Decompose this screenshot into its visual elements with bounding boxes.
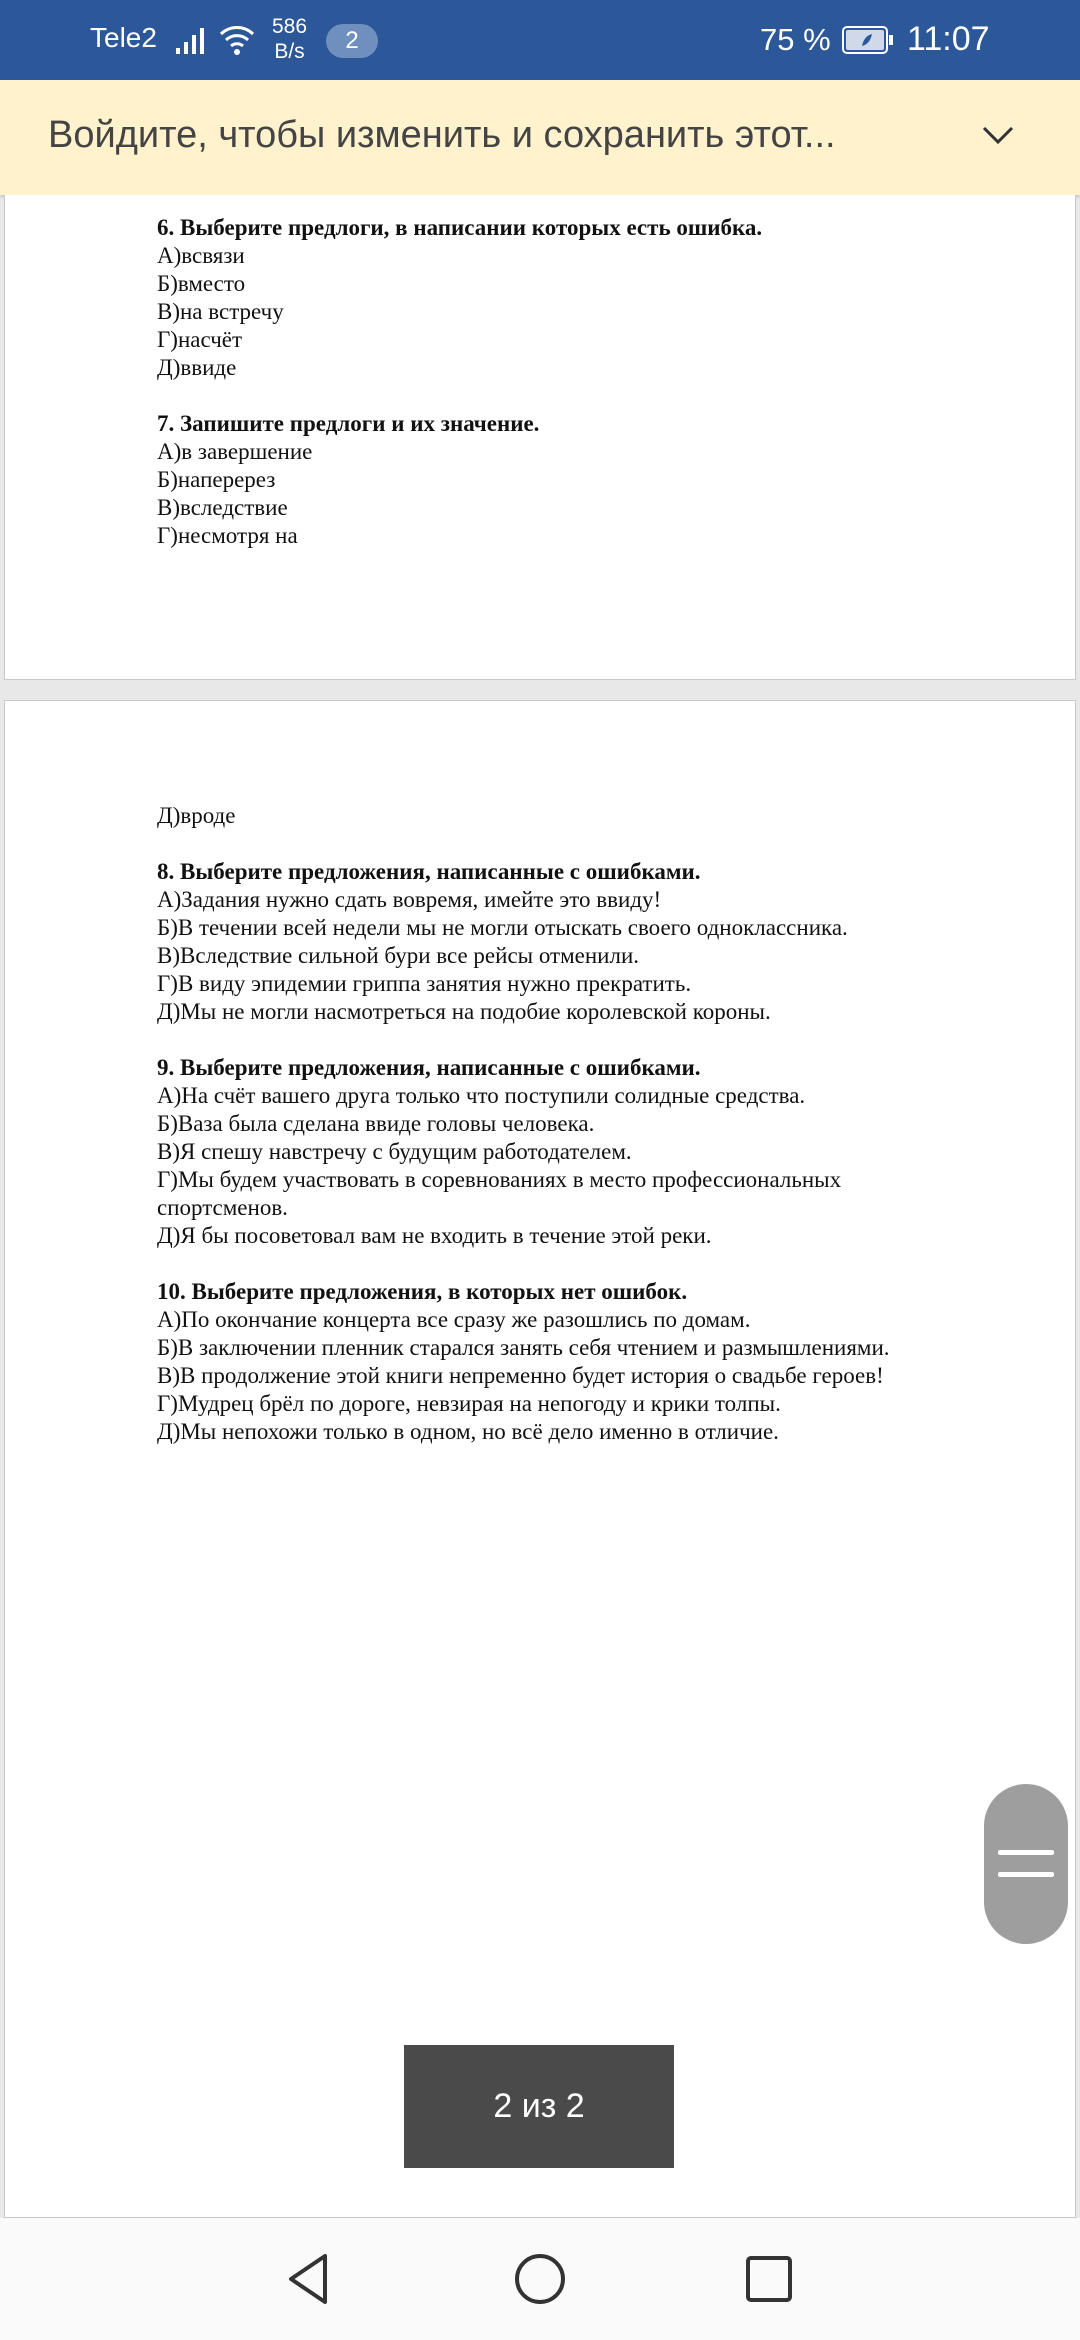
question-heading: 9. Выберите предложения, написанные с ошибками. [157,1055,701,1080]
scroll-handle[interactable] [984,1784,1068,1944]
answer-option: Д)ввиде [157,355,237,380]
grip-line [998,1850,1054,1855]
sign-in-banner[interactable] [0,80,1080,195]
answer-option: А)всвязи [157,243,245,268]
answer-option: В)на встречу [157,299,284,324]
answer-option: Б)вместо [157,271,246,296]
chevron-down-icon[interactable] [980,120,1016,150]
answer-option: Б)В течении всей недели мы не могли отыскать своего одноклассника. [157,915,848,940]
answer-option: Б)В заключении пленник старался занять себя чтением и размышлениями. [157,1335,890,1360]
question-heading: 7. Запишите предлоги и их значение. [157,411,540,436]
speed-value: 586 [272,15,308,38]
answer-option: В)вследствие [157,495,288,520]
answer-option: Г)Мы будем участвовать в соревнованиях в место профессиональных [157,1167,842,1192]
answer-option: А)По окончание концерта все сразу же разошлись по домам. [157,1307,751,1332]
answer-option: В)Я спешу навстречу с будущим работодателем. [157,1139,632,1164]
signal-icon [176,26,210,54]
answer-option: А)Задания нужно сдать вовремя, имейте это ввиду! [157,887,662,912]
clock: 11:07 [907,20,990,58]
answer-option: Г)Мудрец брёл по дороге, невзирая на непогоду и крики толпы. [157,1391,781,1416]
answer-option: Д)Я бы посоветовал вам не входить в течение этой реки. [157,1223,712,1248]
speed-unit: B/s [274,40,305,63]
answer-option: Г)В виду эпидемии гриппа занятия нужно прекратить. [157,971,692,996]
answer-option: А)На счёт вашего друга только что поступили солидные средства. [157,1083,806,1108]
answer-option: Б)Ваза была сделана ввиде головы человека. [157,1111,595,1136]
battery-percent: 75 % [760,22,831,57]
page-2-text [157,802,890,1446]
battery-icon [842,26,894,54]
answer-option: Д)вроде [157,803,236,828]
answer-option: Г)несмотря на [157,523,298,548]
page-1-text [157,214,762,550]
answer-option: Д)Мы не могли насмотреться на подобие королевской короны. [157,999,771,1024]
back-icon[interactable] [285,2252,331,2306]
blank-line [157,1026,890,1054]
navigation-bar [0,2218,1080,2340]
status-bar [0,0,1080,80]
wifi-icon [218,22,256,56]
banner-text: Войдите, чтобы изменить и сохранить этот... [48,114,836,156]
answer-option: В)В продолжение этой книги непременно будет история о свадьбе героев! [157,1363,884,1388]
answer-option: Б)наперерез [157,467,276,492]
blank-line [157,1250,890,1278]
home-icon[interactable] [513,2252,567,2306]
question-heading: 8. Выберите предложения, написанные с ошибками. [157,859,701,884]
recents-icon[interactable] [745,2252,793,2306]
answer-option: Г)насчёт [157,327,243,352]
blank-line [157,382,762,410]
question-heading: 10. Выберите предложения, в которых нет ошибок. [157,1279,688,1304]
answer-option: А)в завершение [157,439,313,464]
answer-option: В)Вследствие сильной бури все рейсы отменили. [157,943,640,968]
blank-line [157,830,890,858]
grip-line [998,1872,1054,1877]
page-indicator: 2 из 2 [404,2045,674,2168]
answer-option: спортсменов. [157,1195,288,1220]
network-speed [272,14,307,64]
answer-option: Д)Мы непохожи только в одном, но всё дело именно в отличие. [157,1419,779,1444]
question-heading: 6. Выберите предлоги, в написании которых есть ошибка. [157,215,763,240]
notification-badge: 2 [326,24,378,58]
carrier-name: Tele2 [90,22,157,53]
